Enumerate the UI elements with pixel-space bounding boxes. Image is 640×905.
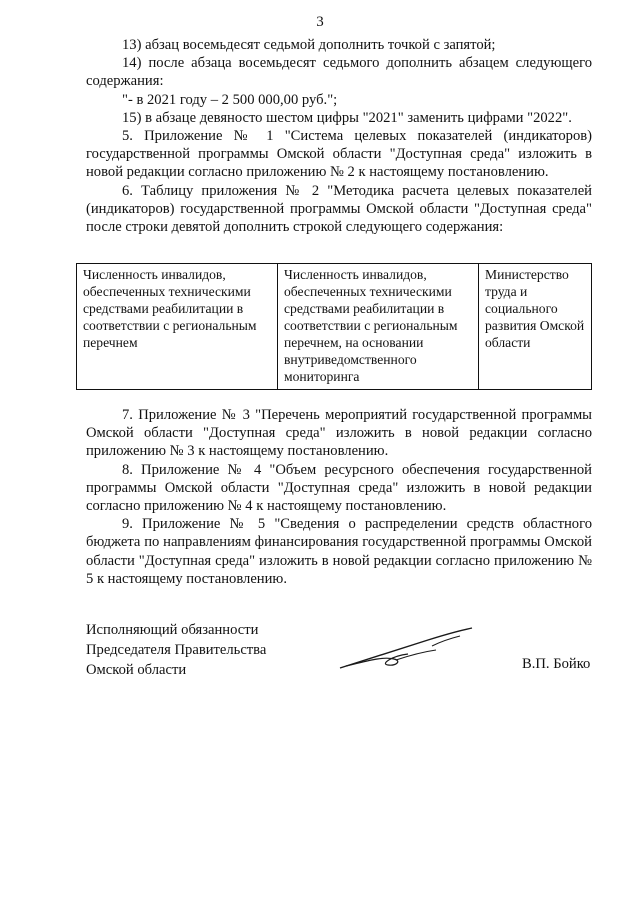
paragraph-13: 13) абзац восемьдесят седьмой дополнить точкой с запятой;	[122, 37, 496, 53]
signature-title-line-1: Исполняющий обязанности	[86, 622, 259, 638]
paragraph-item-6: 6. Таблицу приложения № 2 "Методика расчета целевых показателей (индикаторов) государственной программы Омской области "Доступная среда" после строки девятой дополнить строкой следующего содержания:	[86, 182, 592, 236]
table-cell-indicator: Численность инвалидов, обеспеченных техническими средствами реабилитации в соответствии с региональным перечнем	[77, 264, 278, 390]
indicator-table	[76, 263, 592, 390]
paragraph-item-7: 7. Приложение № 3 "Перечень мероприятий государственной программы Омской области "Доступная среда" изложить в новой редакции согласно приложению № 3 к настоящему постановлению.	[86, 407, 592, 460]
signature-title-line-3: Омской области	[86, 662, 187, 678]
table-cell-responsible: Министерство труда и социального развития Омской области	[479, 264, 592, 390]
paragraph-item-5: 5. Приложение № 1 "Система целевых показателей (индикаторов) государственной программы Омской области "Доступная среда" изложить в новой редакции согласно приложению № 2 к настоящему постановлению.	[86, 128, 592, 181]
paragraph-14: 14) после абзаца восемьдесят седьмого дополнить абзацем следующего содержания:	[86, 55, 592, 90]
table-cell-method: Численность инвалидов, обеспеченных техническими средствами реабилитации в соответствии с региональным перечнем, на основании внутриведомственного мониторинга	[278, 264, 479, 390]
signatory-name: В.П. Бойко	[522, 656, 591, 672]
paragraph-item-8: 8. Приложение № 4 "Объем ресурсного обеспечения государственной программы Омской области "Доступная среда" изложить в новой редакции согласно приложению № 4 к настоящему постановлению.	[86, 461, 592, 515]
table-row	[77, 264, 592, 390]
handwritten-signature	[336, 626, 476, 674]
paragraph-14-quote: "- в 2021 году – 2 500 000,00 руб.";	[122, 91, 338, 108]
signature-title-line-2: Председателя Правительства	[86, 642, 267, 658]
inserted-row-table	[76, 263, 592, 390]
signature-title-block	[86, 620, 266, 680]
paragraph-15: 15) в абзаце девяносто шестом цифры "2021" заменить цифрами "2022".	[122, 109, 572, 126]
page-number: 3	[316, 14, 324, 30]
paragraph-item-9: 9. Приложение № 5 "Сведения о распределении средств областного бюджета по направлениям финансирования государственной программы Омской области "Доступная среда" изложить в новой редакции согласно приложению № 5 к настоящему постановлению.	[86, 516, 592, 587]
document-body-top	[86, 36, 592, 236]
document-body-bottom	[86, 406, 592, 588]
